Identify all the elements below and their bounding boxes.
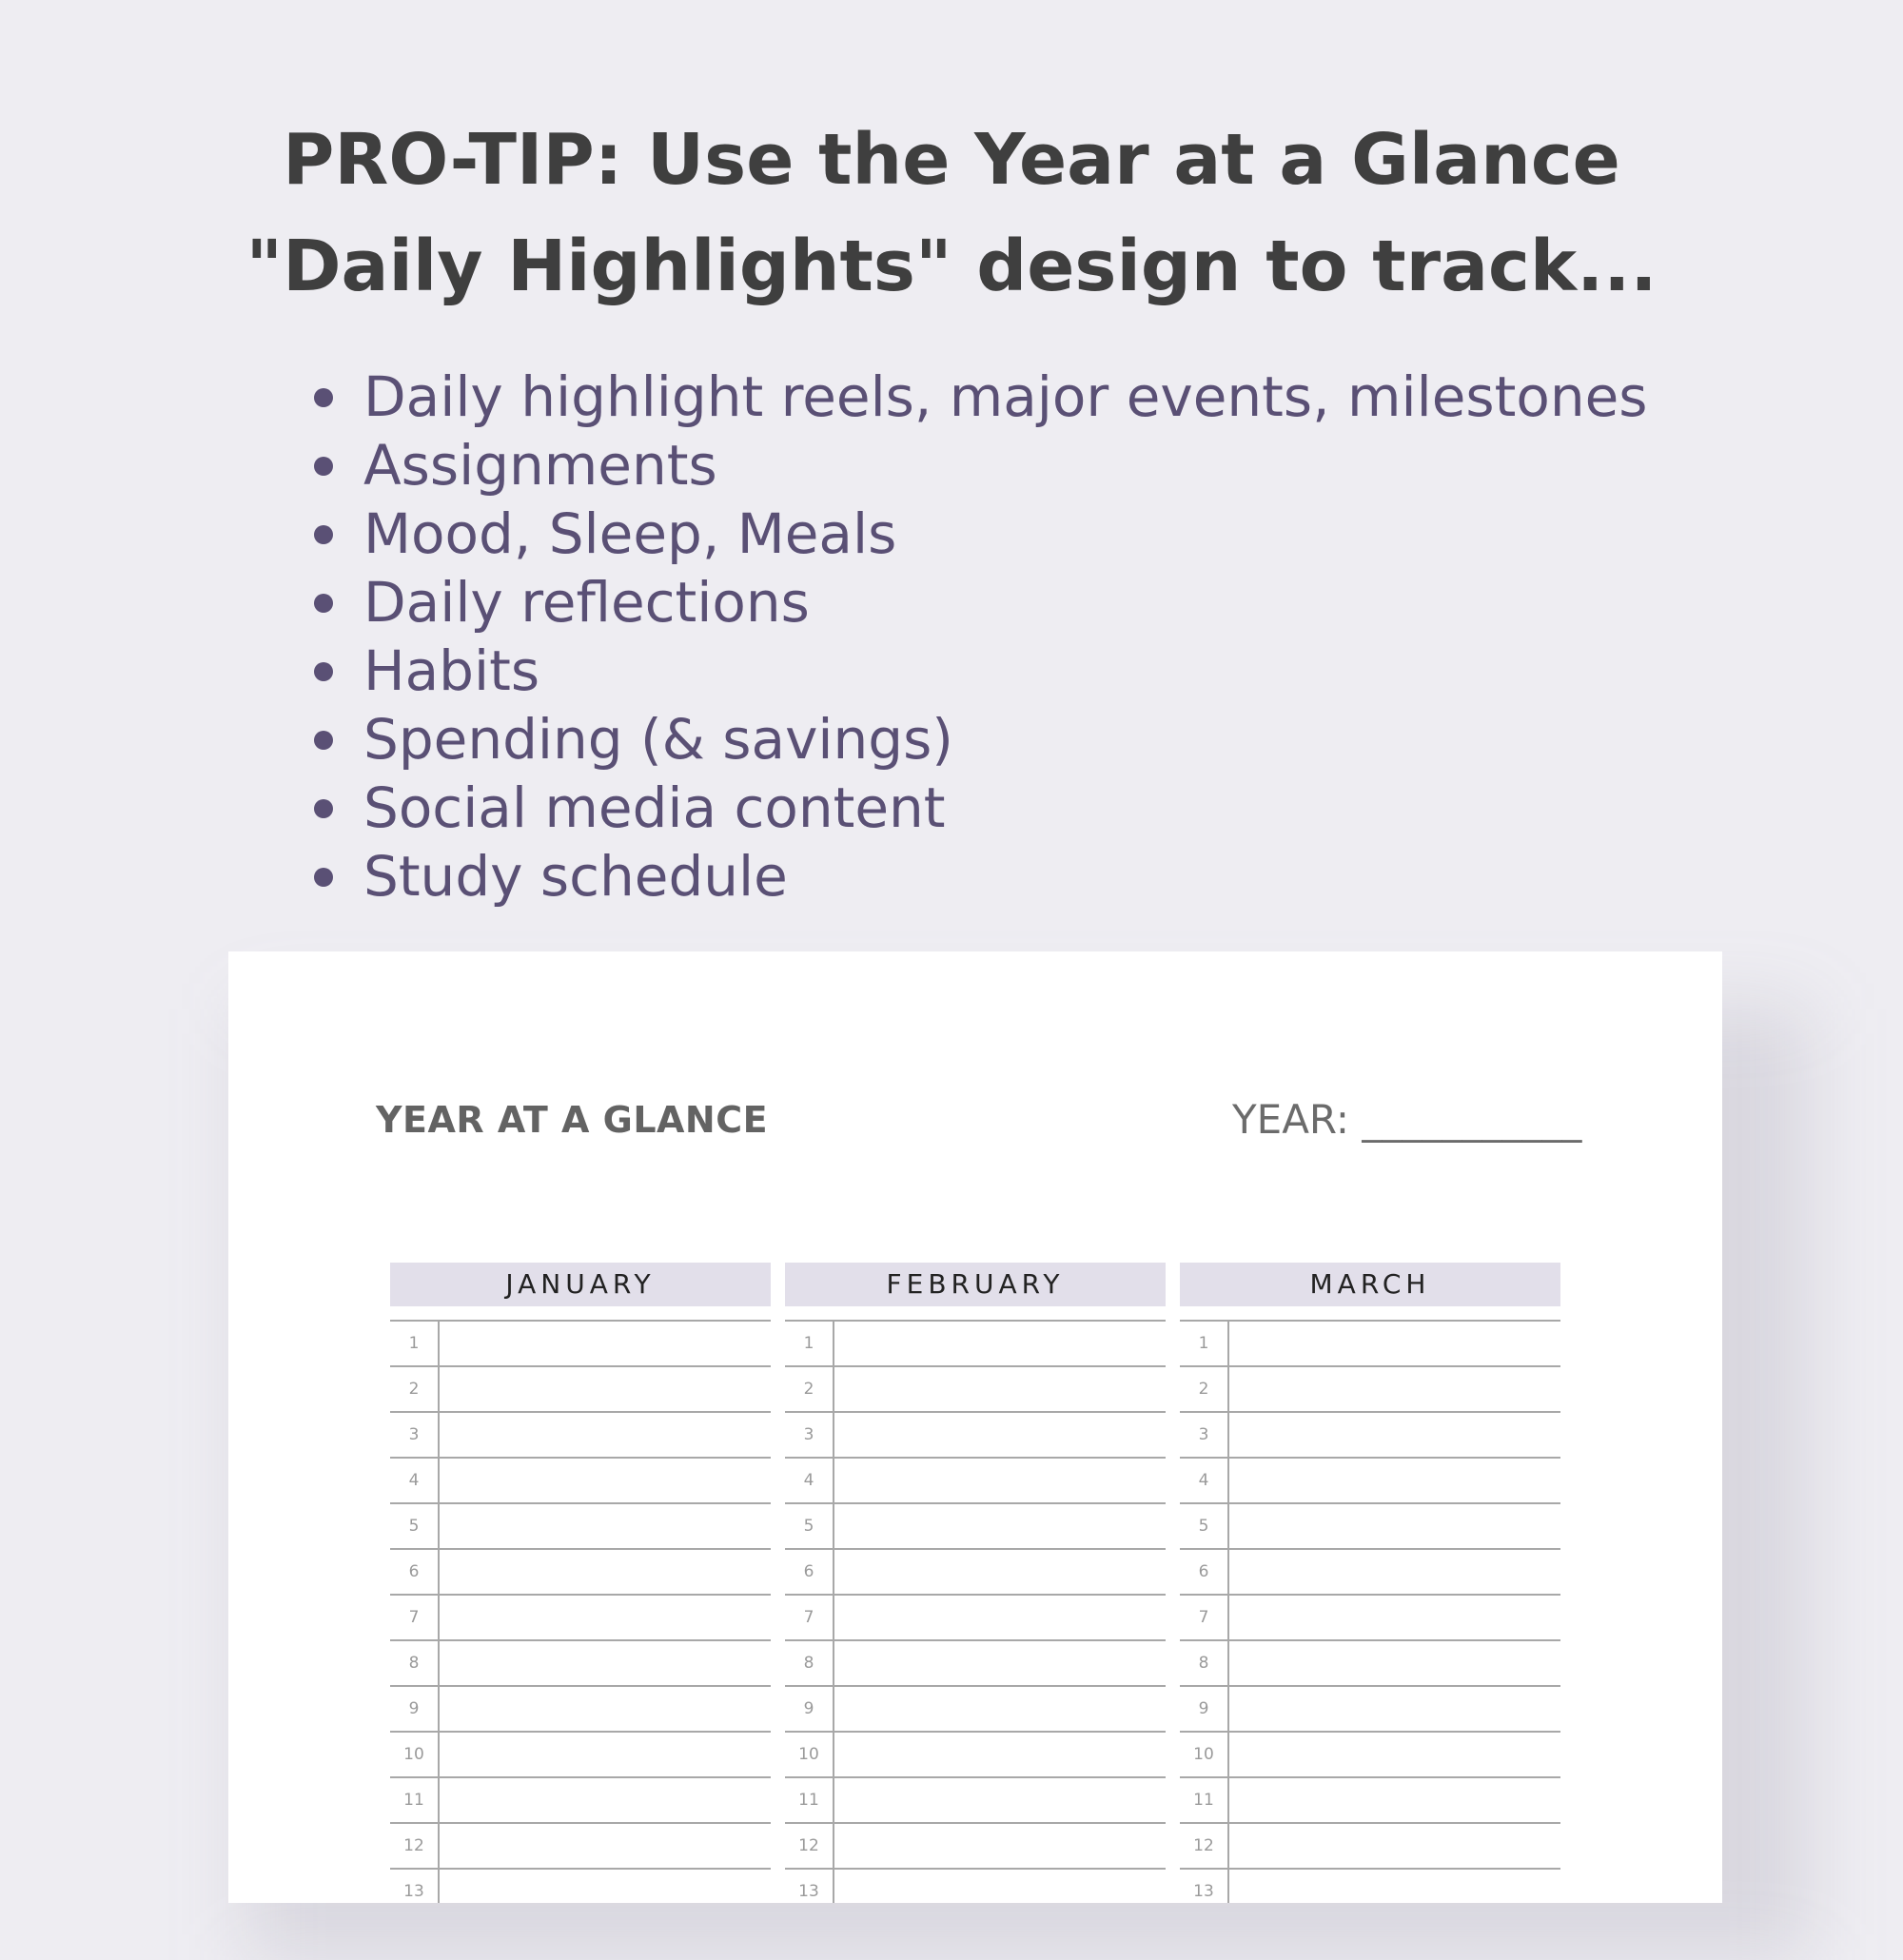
day-divider	[1227, 1824, 1229, 1868]
day-number: 11	[798, 1791, 819, 1810]
day-row[interactable]	[785, 1367, 1166, 1413]
day-row[interactable]	[1180, 1550, 1560, 1596]
day-divider	[438, 1687, 440, 1731]
day-row[interactable]	[390, 1824, 771, 1870]
day-divider	[1227, 1870, 1229, 1903]
day-divider	[1227, 1504, 1229, 1548]
bullet-text: Mood, Sleep, Meals	[363, 501, 897, 566]
day-divider	[833, 1641, 834, 1685]
bullet-item	[306, 842, 1648, 911]
day-row[interactable]	[785, 1733, 1166, 1778]
day-number: 6	[408, 1562, 420, 1581]
bullet-dot-icon	[314, 868, 333, 887]
day-divider	[833, 1870, 834, 1903]
day-divider	[438, 1870, 440, 1903]
day-row[interactable]	[390, 1687, 771, 1733]
day-number: 4	[803, 1471, 814, 1490]
day-divider	[438, 1733, 440, 1776]
bullet-item	[306, 705, 1648, 774]
day-divider	[1227, 1641, 1229, 1685]
headline-line-2: "Daily Highlights" design to track...	[245, 225, 1658, 307]
day-divider	[1227, 1322, 1229, 1365]
day-row[interactable]	[785, 1596, 1166, 1641]
day-number: 7	[803, 1608, 814, 1627]
day-row[interactable]	[1180, 1687, 1560, 1733]
day-divider	[438, 1641, 440, 1685]
day-number: 7	[1198, 1608, 1209, 1627]
day-row[interactable]	[785, 1459, 1166, 1504]
day-number: 8	[408, 1654, 420, 1673]
bullet-text: Assignments	[363, 433, 717, 498]
day-row[interactable]	[1180, 1824, 1560, 1870]
day-number: 13	[798, 1882, 819, 1901]
day-row[interactable]	[1180, 1870, 1560, 1903]
day-number: 2	[803, 1380, 814, 1399]
bullet-dot-icon	[314, 662, 333, 681]
day-divider	[833, 1550, 834, 1594]
day-row[interactable]	[785, 1687, 1166, 1733]
day-divider	[1227, 1550, 1229, 1594]
day-row[interactable]	[390, 1550, 771, 1596]
day-number: 10	[798, 1745, 819, 1764]
day-row[interactable]	[785, 1641, 1166, 1687]
bullet-dot-icon	[314, 457, 333, 476]
day-number: 8	[803, 1654, 814, 1673]
day-number: 9	[408, 1699, 420, 1718]
day-divider	[833, 1322, 834, 1365]
day-row[interactable]	[390, 1367, 771, 1413]
day-divider	[833, 1596, 834, 1639]
day-divider	[1227, 1778, 1229, 1822]
day-row[interactable]	[390, 1596, 771, 1641]
day-row[interactable]	[390, 1504, 771, 1550]
headline-line-1: PRO-TIP: Use the Year at a Glance	[283, 119, 1620, 201]
bullet-dot-icon	[314, 594, 333, 613]
day-number: 12	[1193, 1836, 1214, 1855]
day-row[interactable]	[1180, 1459, 1560, 1504]
day-row[interactable]	[785, 1504, 1166, 1550]
day-row[interactable]	[1180, 1596, 1560, 1641]
day-number: 1	[1198, 1334, 1209, 1353]
day-row[interactable]	[1180, 1641, 1560, 1687]
day-divider	[438, 1596, 440, 1639]
day-row[interactable]	[1180, 1413, 1560, 1459]
day-divider	[1227, 1413, 1229, 1457]
day-divider	[438, 1824, 440, 1868]
bullet-item	[306, 774, 1648, 842]
bullet-item	[306, 500, 1648, 568]
day-divider	[833, 1459, 834, 1502]
day-divider	[833, 1367, 834, 1411]
day-divider	[1227, 1733, 1229, 1776]
day-divider	[438, 1550, 440, 1594]
day-number: 8	[1198, 1654, 1209, 1673]
day-divider	[1227, 1367, 1229, 1411]
day-row[interactable]	[1180, 1367, 1560, 1413]
day-row[interactable]	[1180, 1733, 1560, 1778]
day-divider	[833, 1733, 834, 1776]
bullet-list	[306, 363, 1648, 911]
day-number: 11	[1193, 1791, 1214, 1810]
day-row[interactable]	[785, 1778, 1166, 1824]
bullet-text: Spending (& savings)	[363, 707, 953, 772]
day-divider	[833, 1778, 834, 1822]
day-number: 2	[408, 1380, 420, 1399]
day-row[interactable]	[785, 1413, 1166, 1459]
day-row[interactable]	[390, 1733, 771, 1778]
day-divider	[438, 1322, 440, 1365]
month-header: FEBRUARY	[785, 1263, 1166, 1306]
day-divider	[833, 1504, 834, 1548]
day-number: 4	[1198, 1471, 1209, 1490]
day-divider	[438, 1504, 440, 1548]
bullet-item	[306, 363, 1648, 431]
day-row[interactable]	[1180, 1322, 1560, 1367]
day-divider	[1227, 1687, 1229, 1731]
day-number: 12	[798, 1836, 819, 1855]
day-rows	[390, 1320, 771, 1903]
bullet-item	[306, 568, 1648, 637]
day-number: 4	[408, 1471, 420, 1490]
day-divider	[438, 1413, 440, 1457]
day-number: 13	[1193, 1882, 1214, 1901]
day-divider	[438, 1459, 440, 1502]
sheet-title: YEAR AT A GLANCE	[376, 1099, 769, 1141]
day-divider	[833, 1413, 834, 1457]
day-number: 1	[408, 1334, 420, 1353]
bullet-dot-icon	[314, 731, 333, 750]
planner-sheet	[228, 951, 1722, 1903]
bullet-text: Daily highlight reels, major events, milestones	[363, 364, 1648, 429]
day-number: 3	[408, 1425, 420, 1444]
bullet-text: Daily reflections	[363, 570, 810, 635]
day-number: 13	[403, 1882, 424, 1901]
day-row[interactable]	[785, 1824, 1166, 1870]
day-number: 5	[1198, 1517, 1209, 1536]
month-january	[390, 1263, 771, 1903]
year-field: YEAR: ___________	[1232, 1096, 1582, 1143]
day-number: 12	[403, 1836, 424, 1855]
bullet-text: Habits	[363, 638, 540, 703]
day-row[interactable]	[785, 1870, 1166, 1903]
day-number: 11	[403, 1791, 424, 1810]
day-row[interactable]	[390, 1870, 771, 1903]
month-february	[785, 1263, 1166, 1903]
day-row[interactable]	[1180, 1778, 1560, 1824]
month-header: MARCH	[1180, 1263, 1560, 1306]
day-number: 1	[803, 1334, 814, 1353]
day-row[interactable]	[785, 1550, 1166, 1596]
day-divider	[1227, 1459, 1229, 1502]
day-rows	[785, 1320, 1166, 1903]
day-row[interactable]	[390, 1459, 771, 1504]
bullet-dot-icon	[314, 388, 333, 407]
bullet-item	[306, 637, 1648, 705]
day-number: 5	[408, 1517, 420, 1536]
day-divider	[1227, 1596, 1229, 1639]
day-row[interactable]	[390, 1413, 771, 1459]
day-rows	[1180, 1320, 1560, 1903]
day-number: 5	[803, 1517, 814, 1536]
day-number: 6	[803, 1562, 814, 1581]
month-header: JANUARY	[390, 1263, 771, 1306]
day-number: 9	[803, 1699, 814, 1718]
day-row[interactable]	[1180, 1504, 1560, 1550]
day-divider	[833, 1824, 834, 1868]
month-march	[1180, 1263, 1560, 1903]
bullet-item	[306, 431, 1648, 500]
bullet-dot-icon	[314, 525, 333, 544]
day-row[interactable]	[390, 1641, 771, 1687]
day-number: 2	[1198, 1380, 1209, 1399]
day-row[interactable]	[390, 1778, 771, 1824]
day-divider	[833, 1687, 834, 1731]
day-number: 6	[1198, 1562, 1209, 1581]
bullet-dot-icon	[314, 799, 333, 818]
day-divider	[438, 1367, 440, 1411]
day-number: 10	[1193, 1745, 1214, 1764]
headline	[0, 107, 1903, 320]
day-number: 9	[1198, 1699, 1209, 1718]
bullet-text: Study schedule	[363, 844, 788, 909]
day-row[interactable]	[390, 1322, 771, 1367]
day-number: 3	[1198, 1425, 1209, 1444]
day-number: 10	[403, 1745, 424, 1764]
day-row[interactable]	[785, 1322, 1166, 1367]
day-number: 7	[408, 1608, 420, 1627]
day-divider	[438, 1778, 440, 1822]
day-number: 3	[803, 1425, 814, 1444]
bullet-text: Social media content	[363, 775, 946, 840]
